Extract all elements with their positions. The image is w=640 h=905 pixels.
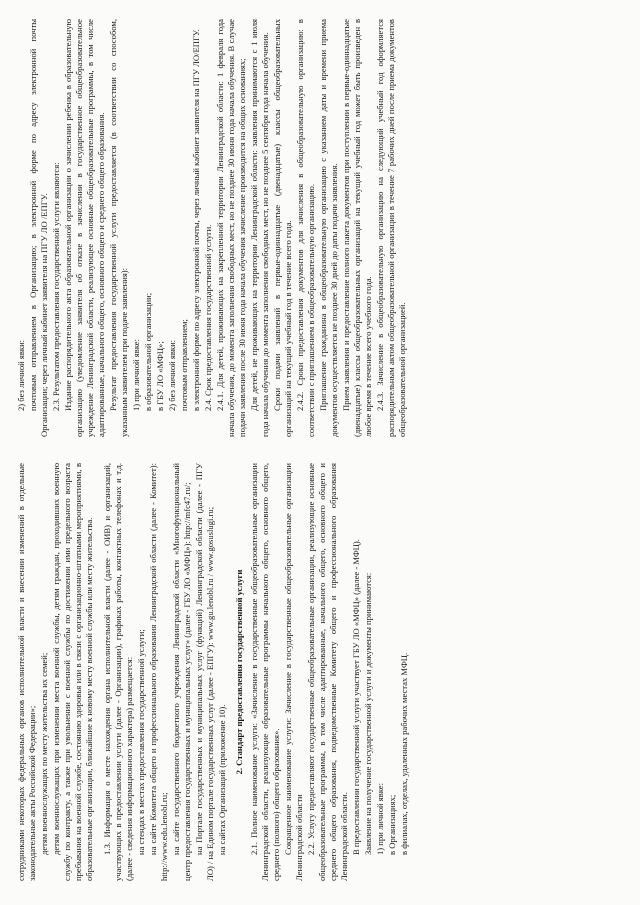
paragraph: почтовым отправлением; (179, 319, 189, 411)
paragraph: в Организациях; (387, 794, 397, 855)
paragraph: в электронной форме по адресу электронной почты, через личный кабинет заявителя на ПГУ ЛО/ЕПГУ. (191, 29, 201, 411)
paragraph: в образовательной организации; (143, 292, 153, 411)
paragraph: детям военнослужащих по месту жительства их семей; (39, 652, 49, 855)
paragraph: 2) без личной явки: (16, 339, 26, 411)
paragraph: 2.4. Срок предоставления государственной услуги. (203, 224, 213, 411)
paragraph: Прием заявления и предоставление полного пакета документов при поступлении в первые-одиннадцатые (двенадцатые) классы общеобразовательных организаций на текущий учебный год может быть произведен в любое время в течение всего учебного года. (341, 19, 373, 437)
right-column (16, 19, 628, 437)
paragraph: 2.3. Результатом предоставления государственной услуги являются: (51, 162, 61, 411)
paragraph: 1) при личной явке: (131, 339, 141, 411)
paragraph: на сайтах Организаций (приложение 10). (217, 704, 227, 855)
paragraph: Сроки подачи заявлений в первые-одиннадцатые (двенадцатые) классы общеобразовательных организаций на текущий учебный год в течение всего года. (272, 19, 293, 437)
paragraph: на сайте государственного бюджетного учреждения Ленинградской области «Многофункциональный центр предоставления государственных и муниципальных услуг» (далее - ГБУ ЛО «МФЦ»): http://mfc47.ru/; (171, 463, 192, 881)
paragraph: детям военнослужащих при изменении места военной службы, детям граждан, проходивших военную службу по контракту, а также при увольнении с военной службы по достижении ими предельного возраста пребывания на военной службе, состоянию здоровья или в связи с организационно-штатными мероприятиями, в образовательные организации, ближайшие к новому месту военной службы или месту жительства. (51, 463, 94, 881)
paragraph: 1) при личной явке: (375, 783, 385, 855)
paragraph: Для детей, не проживающих на территории Ленинградской области: заявления принимаются с 1 июля года начала обучения до момента заполнения свободных мест, но не позднее 5 сентября года начала обучения. (249, 19, 270, 437)
paragraph: на Портале государственных и муниципальных услуг (функций) Ленинградской области (далее - ПГУ ЛО) / на Едином портале государственных услуг (далее - ЕПГУ): www.gu.lenobl.ru / www.gosuslugi.ru; (194, 463, 215, 881)
paragraph: в ГБУ ЛО «МФЦ»; (155, 341, 165, 411)
section-heading: 2. Стандарт предоставления государственной услуги (234, 569, 244, 775)
paragraph: сотрудниками некоторых федеральных органов исполнительной власти и внесении изменений в отдельные законодательные акты Российской Федерации»; (16, 463, 37, 881)
paragraph: 2.4.3. Зачисление в общеобразовательную организацию на следующий учебный год оформляется распорядительным актом общеобразовательной организации в течение 7 рабочих дней после приема документов общеобразовательной организацией. (375, 19, 407, 437)
paragraph: в филиалах, отделах, удаленных рабочих местах МФЦ. (399, 652, 409, 855)
paragraph: 1.3. Информация о месте нахождения органа исполнительной власти (далее - ОИВ) и организаций, участвующих в предоставлении услуги (далее - Организации), графиках работы, контактных телефонах и т.д. (далее - сведения информационного характера) размещается: (102, 463, 134, 881)
paragraph: Результат предоставления государственной услуги предоставляется (в соответствии со способом, указанным заявителем при подаче заявления): (108, 19, 129, 437)
paragraph: 2.1. Полное наименование услуги: «Зачисление в государственные общеобразовательные организации Ленинградской области, реализующие образовательные программы начального общего, основного общего, среднего (полного) общего образования». (249, 463, 281, 881)
paragraph: Сокращенное наименование услуги: Зачисление в государственные общеобразовательные организации Ленинградской области (283, 463, 304, 881)
paragraph: на стендах в местах предоставления государственной услуги; (136, 629, 146, 855)
paragraph: Заявление на получение государственной услуги и документы принимаются: (363, 572, 373, 855)
left-column (16, 463, 628, 881)
paragraph: Издание распорядительного акта образовательной организации о зачислении ребенка в образовательную организацию (уведомление заявителя об отказе в зачислении в государственное общеобразовательное учреждение Ленинградской области, реализующее основные общеобразовательные программы, в том числе адаптированные, начального общего, основного общего и среднего общего образования. (63, 19, 106, 437)
paragraph: Приглашение гражданина в общеобразовательную организацию с указанием даты и времени приема документов осуществляется не позднее 30 дней до даты подачи заявления. (318, 19, 339, 437)
paragraph: на сайте Комитета общего и профессионального образования Ленинградской области (далее - Комитет): http://www.edu.lenobl.ru; (148, 463, 169, 881)
paragraph: почтовым отправлением в Организацию; в электронной форме по адресу электронной почты Организации; через личный кабинет заявителя на ПГУ ЛО /ЕПГУ. (28, 19, 49, 437)
paragraph: 2.4.2. Сроки предоставления документов для зачисления в общеобразовательную организацию: в соответствии с приглашением в общеобразовательную организацию. (295, 19, 316, 437)
paragraph: 2) без личной явки: (167, 339, 177, 411)
paragraph: 2.2. Услугу предоставляют государственные общеобразовательные организации, реализующие основные общеобразовательные программы, в том числе адаптированные, начального общего, основного общего и среднего общего образования, подведомственные Комитету общего и профессионального образования Ленинградской области. (306, 463, 349, 881)
paragraph: В предоставлении государственной услуги участвует ГБУ ЛО «МФЦ» (далее - МФЦ). (351, 539, 361, 855)
paragraph: 2.4.1. Для детей, проживающих на закрепленной территории Ленинградской области: 1 февраля года начала обучения, до момента заполнения свободных мест, но не позднее 30 июня года начала обучения. В случае подачи заявления после 30 июня года начала обучения зачисление производится на общих основаниях; (215, 19, 247, 437)
